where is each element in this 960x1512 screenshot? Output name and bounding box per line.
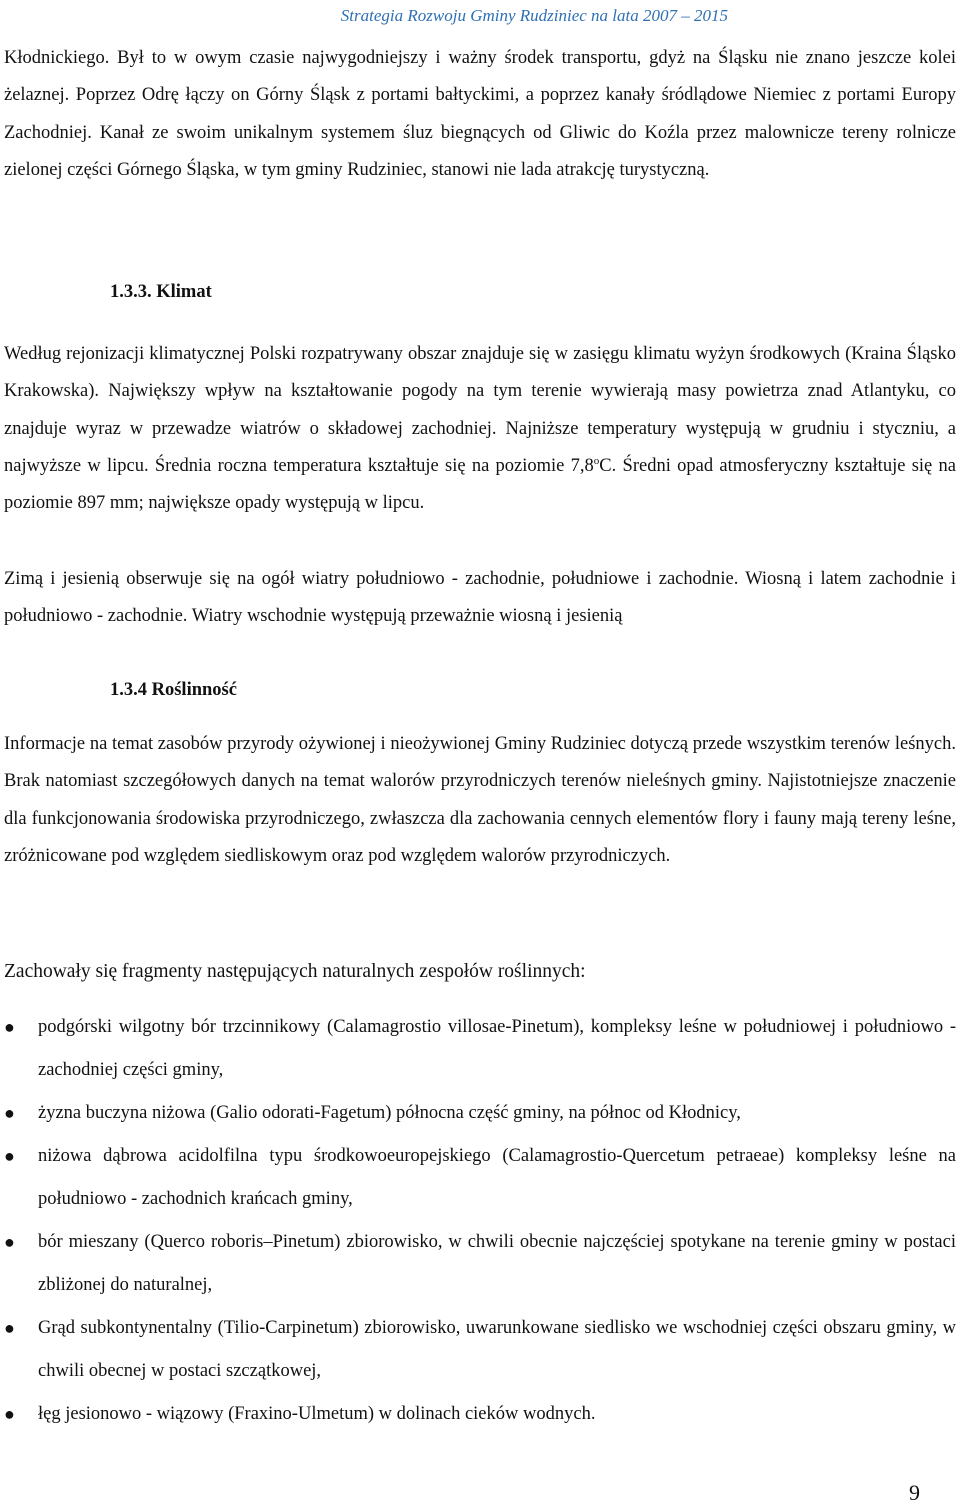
- klimat-text-part1: Według rejonizacji klimatycznej Polski rozpatrywany obszar znajduje się w zasięgu klimatu wyżyn środkowych (Kraina Śląsko Krakowska). Największy wpływ na kształtowanie pogody na tym terenie wywierają masy powietrza znad Atlantyku, co znajduje wyraz w przewadze wiatrów o składowej zachodniej. Najniższe temperatury występują w grudniu i styczniu, a najwyższe w lipcu. Średnia roczna temperatura kształtuje się na poziomie 7,8: [4, 344, 956, 476]
- document-header: Strategia Rozwoju Gminy Rudziniec na lata 2007 – 2015: [340, 6, 728, 25]
- klimat-text-part2: C. Średni opad atmosferyczny kształtuje się na poziomie 897 mm; największe opady występują w lipcu.: [4, 455, 956, 514]
- bullet-icon: ●: [4, 1146, 15, 1166]
- section-heading-roslinnosc: 1.3.4 Roślinność: [110, 680, 237, 700]
- section-heading-klimat: 1.3.3. Klimat: [110, 282, 212, 302]
- list-item: ● łęg jesionowo - wiązowy (Fraxino-Ulmetum) w dolinach cieków wodnych.: [0, 1393, 956, 1436]
- list-item: ● żyzna buczyna niżowa (Galio odorati-Fagetum) północna część gminy, na północ od Kłodnicy,: [0, 1092, 956, 1135]
- plant-communities-list: [0, 1006, 956, 1436]
- bullet-icon: ●: [4, 1404, 15, 1424]
- intro-paragraph: Kłodnickiego. Był to w owym czasie najwygodniejszy i ważny środek transportu, gdyż na Śląsku nie znano jeszcze kolei żelaznej. Poprzez Odrę łączy on Górny Śląsk z portami bałtyckimi, a poprzez kanały śródlądowe Niemiec z portami Europy Zachodniej. Kanał ze swoim unikalnym systemem śluz biegnących od Gliwic do Koźla przez malownicze tereny rolnicze zielonej części Górnego Śląska, w tym gminy Rudziniec, stanowi nie lada atrakcję turystyczną.: [4, 48, 956, 180]
- list-item: ● niżowa dąbrowa acidolfilna typu środkowoeuropejskiego (Calamagrostio-Quercetum petraeae) kompleksy leśne na południowo - zachodnich krańcach gminy,: [0, 1135, 956, 1221]
- plant-list-intro: Zachowały się fragmenty następujących naturalnych zespołów roślinnych:: [4, 961, 586, 982]
- list-item: ● Grąd subkontynentalny (Tilio-Carpinetum) zbiorowisko, uwarunkowane siedlisko we wschodniej części obszaru gminy, w chwili obecnej w postaci szczątkowej,: [0, 1307, 956, 1393]
- degree-superscript: o: [593, 454, 600, 467]
- bullet-icon: ●: [4, 1103, 15, 1123]
- bullet-icon: ●: [4, 1318, 15, 1338]
- page-number: 9: [909, 1480, 920, 1505]
- list-item: ● podgórski wilgotny bór trzcinnikowy (Calamagrostio villosae-Pinetum), kompleksy leśne w południowej i południowo - zachodniej części gminy,: [0, 1006, 956, 1092]
- bullet-icon: ●: [4, 1232, 15, 1252]
- list-item: ● bór mieszany (Querco roboris–Pinetum) zbiorowisko, w chwili obecnie najczęściej spotykane na terenie gminy w postaci zbliżonej do naturalnej,: [0, 1221, 956, 1307]
- klimat-wind-paragraph: Zimą i jesienią obserwuje się na ogół wiatry południowo - zachodnie, południowe i zachodnie. Wiosną i latem zachodnie i południowo - zachodnie. Wiatry wschodnie występują przeważnie wiosną i jesienią: [4, 569, 956, 627]
- bullet-icon: ●: [4, 1017, 15, 1037]
- roslinnosc-paragraph: Informacje na temat zasobów przyrody ożywionej i nieożywionej Gminy Rudziniec dotyczą przede wszystkim terenów leśnych. Brak natomiast szczegółowych danych na temat walorów przyrodniczych terenów nieleśnych gminy. Najistotniejsze znaczenie dla funkcjonowania środowiska przyrodniczego, zwłaszcza dla zachowania cennych elementów flory i fauny mają tereny leśne, zróżnicowane pod względem siedliskowym oraz pod względem walorów przyrodniczych.: [4, 734, 956, 866]
- klimat-paragraph: [4, 336, 956, 522]
